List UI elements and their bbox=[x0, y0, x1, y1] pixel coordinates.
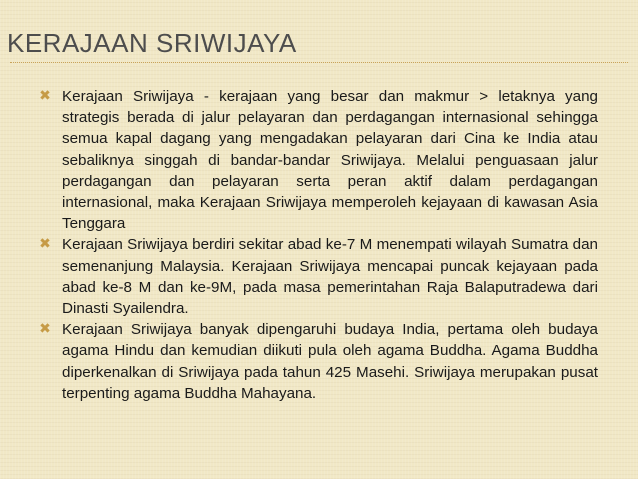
cross-mark-icon: ✖ bbox=[39, 236, 51, 253]
bullet-item bbox=[38, 86, 598, 234]
bullet-item bbox=[38, 319, 598, 404]
cross-mark-icon: ✖ bbox=[39, 321, 51, 338]
cross-mark-icon: ✖ bbox=[39, 88, 51, 104]
title-divider bbox=[10, 62, 628, 63]
bullet-item bbox=[38, 234, 598, 319]
bullet-list bbox=[38, 86, 598, 404]
slide-title: KERAJAAN SRIWIJAYA bbox=[7, 28, 297, 58]
bullet-text: Kerajaan Sriwijaya banyak dipengaruhi budaya India, pertama oleh budaya agama Hindu dan kemudian diikuti pula oleh agama Buddha. Agama Buddha diperkenalkan di Sriwijaya pada tahun 425 Masehi. Sriwijaya merupakan pusat terpenting agama Buddha Mahayana. bbox=[62, 321, 598, 402]
bullet-text: Kerajaan Sriwijaya - kerajaan yang besar dan makmur > letaknya yang strategis berada di jalur pelayaran dan perdagangan internasional sehingga semua kapal dagang yang mengadakan pelayaran dari Cina ke India atau sebaliknya singgah di bandar-bandar Sriwijaya. Melalui penguasaan jalur perdagangan dan pelayaran serta peran aktif dalam perdagangan internasional, maka Kerajaan Sriwijaya memperoleh kejayaan di kawasan Asia Tenggara bbox=[62, 88, 598, 233]
bullet-text: Kerajaan Sriwijaya berdiri sekitar abad ke-7 M menempati wilayah Sumatra dan semenanjung Malaysia. Kerajaan Sriwijaya mencapai puncak kejayaan pada abad ke-8 M dan ke-9M, pada masa pemerintahan Raja Balaputradewa dari Dinasti Syailendra. bbox=[62, 236, 598, 318]
